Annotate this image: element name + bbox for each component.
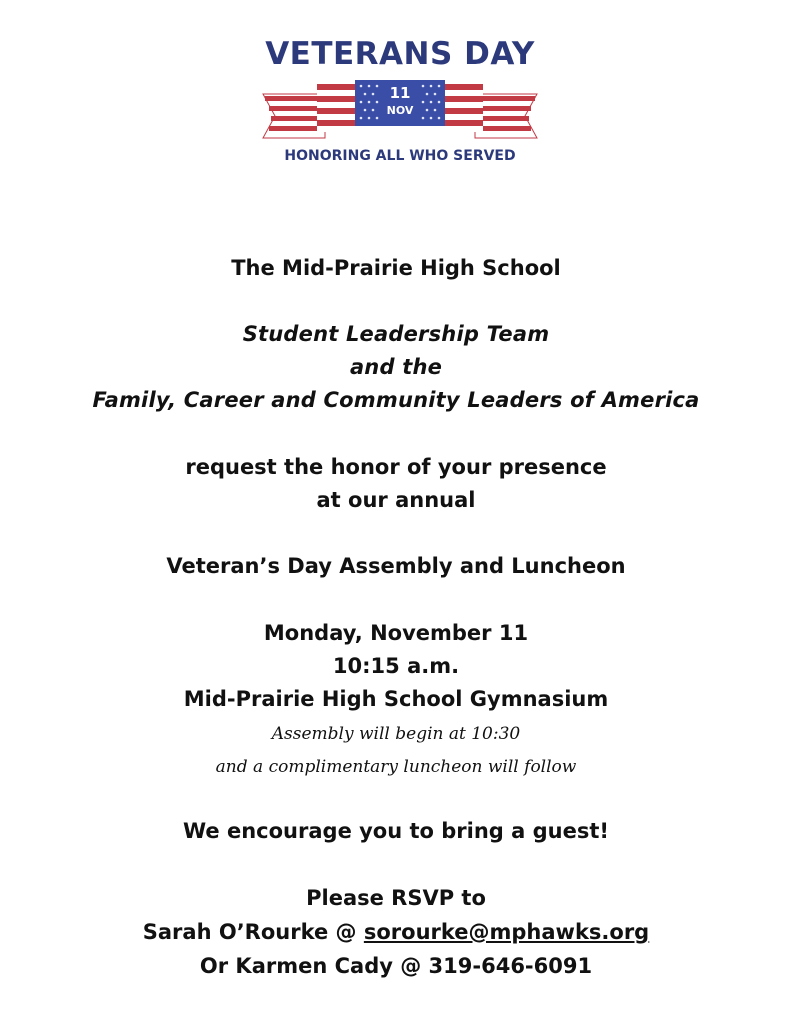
request-line-1: request the honor of your presence — [185, 455, 607, 479]
contact-1-name: Sarah O’Rourke @ — [142, 920, 364, 944]
organization-1: Student Leadership Team — [242, 322, 550, 346]
rsvp-contact-1 — [0, 917, 792, 947]
organization-2: Family, Career and Community Leaders of America — [92, 388, 700, 412]
assembly-note-1: Assembly will begin at 10:30 — [271, 724, 521, 744]
assembly-note-2: and a complimentary luncheon will follow — [215, 757, 577, 777]
host-line: The Mid-Prairie High School — [231, 256, 561, 280]
event-time: 10:15 a.m. — [332, 654, 460, 678]
logo-title: VETERANS DAY — [265, 36, 535, 72]
rsvp-contact-2: Or Karmen Cady @ 319-646-6091 — [199, 954, 593, 978]
logo-subtitle: HONORING ALL WHO SERVED — [284, 148, 516, 164]
event-location: Mid-Prairie High School Gymnasium — [183, 687, 609, 711]
guest-line: We encourage you to bring a guest! — [183, 819, 609, 843]
event-name: Veteran’s Day Assembly and Luncheon — [166, 554, 626, 578]
conjunction-line: and the — [349, 355, 443, 379]
veterans-day-logo — [200, 28, 600, 178]
event-date: Monday, November 11 — [263, 621, 529, 645]
logo-day: 11 — [389, 84, 411, 102]
contact-1-email-link[interactable]: sorourke@mphawks.org — [363, 920, 650, 944]
rsvp-heading: Please RSVP to — [306, 886, 486, 910]
logo-month: NOV — [386, 104, 414, 117]
request-line-2: at our annual — [316, 488, 476, 512]
